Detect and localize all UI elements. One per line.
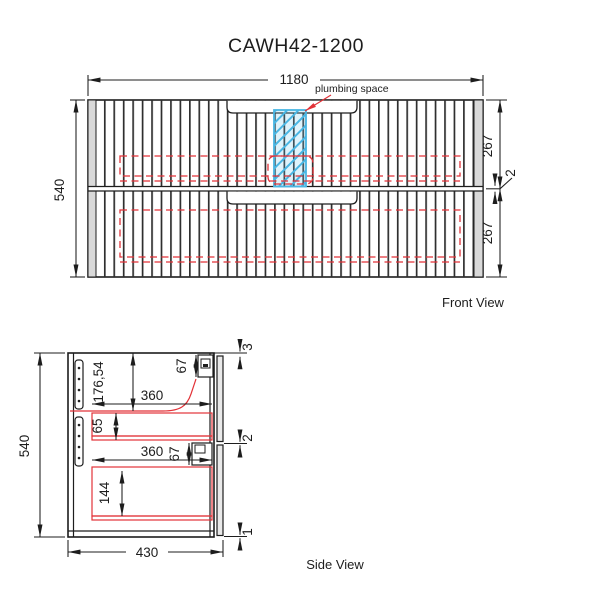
front-dim-lower: 267 [480, 221, 495, 245]
side-gap-callout-bottom [224, 525, 255, 548]
front-gap-callout [495, 169, 518, 199]
side-gap-middle-label: 2 [240, 434, 255, 442]
front-dim-upper: 267 [480, 134, 495, 158]
bottom-drawer-handle-recess [227, 192, 357, 204]
front-view-label: Front View [442, 295, 504, 310]
side-view [17, 342, 364, 572]
side-gap-callout-middle [224, 432, 255, 455]
front-view [52, 71, 518, 310]
plumbing-space-label: plumbing space [315, 83, 389, 95]
front-gap-label: 2 [503, 169, 518, 177]
side-dim-depth: 430 [135, 545, 159, 560]
side-dim-bottom-depth: 360 [140, 444, 164, 459]
bottom-drawer-front-panel [217, 445, 223, 536]
front-dim-width: 1180 [279, 72, 309, 87]
side-gap-top-label: 3 [240, 343, 255, 351]
side-dim-bracket-bottom: 67 [167, 446, 182, 462]
side-dim-bracket-top: 67 [174, 358, 189, 374]
side-dim-bottom-box-height: 144 [97, 481, 112, 505]
side-dim-height: 540 [17, 434, 32, 458]
side-dim-top-offset: 176,54 [91, 361, 106, 403]
plumbing-space-area [274, 110, 306, 187]
front-dim-height: 540 [52, 178, 67, 202]
side-dim-top-box-height: 65 [90, 418, 105, 434]
side-view-label: Side View [306, 557, 364, 572]
drawing-title: CAWH42-1200 [228, 35, 364, 57]
top-drawer-front-panel [217, 356, 223, 442]
front-cabinet [88, 100, 483, 277]
side-gap-bottom-label: 1 [240, 528, 255, 536]
side-dim-top-depth: 360 [140, 388, 164, 403]
